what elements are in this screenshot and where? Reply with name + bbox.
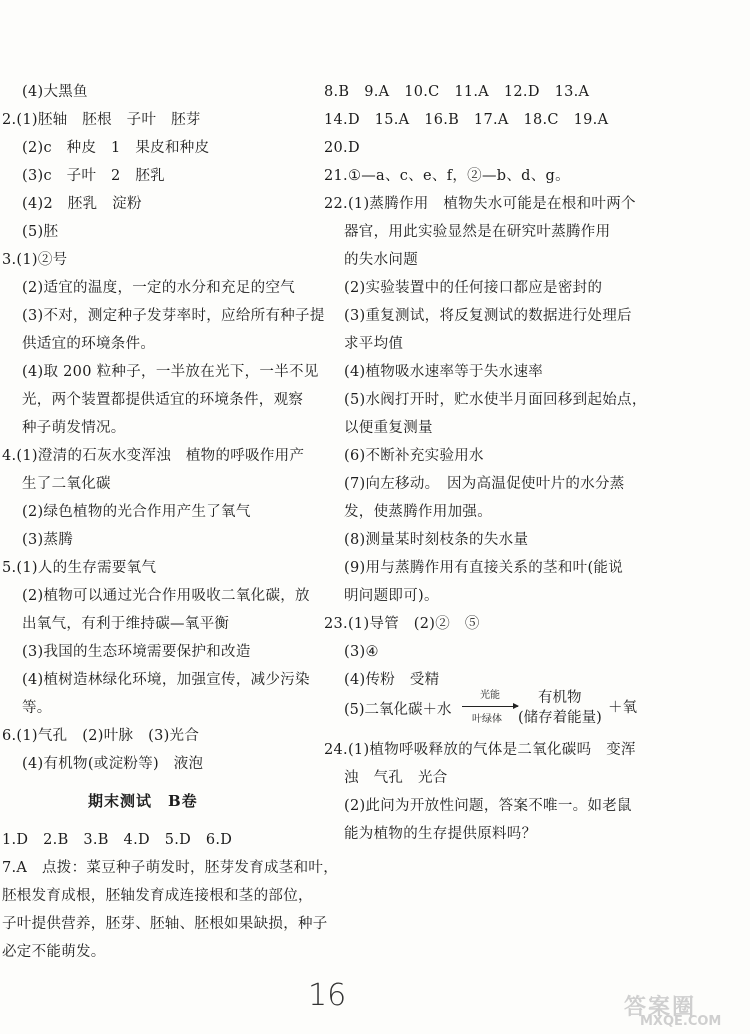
answer-line: (2)c 种皮 1 果皮和种皮 — [22, 140, 210, 156]
answer-line: 的失水问题 — [344, 252, 418, 268]
answer-line: 供适宜的环境条件。 — [22, 336, 156, 352]
answer-line: (3)我国的生态环境需要保护和改造 — [22, 644, 251, 660]
arrow-condition-energy: 光能 — [480, 690, 500, 701]
answer-line: (4)植树造林绿化环境，加强宣传，减少污染 — [22, 672, 310, 688]
answer-line: (2)植物可以通过光合作用吸收二氧化碳，放 — [22, 588, 310, 604]
answer-line: 胚根发育成根，胚轴发育成连接根和茎的部位， — [2, 888, 313, 904]
answer-line: (2)实验装置中的任何接口都应是密封的 — [344, 280, 603, 296]
answer-line: 种子萌发情况。 — [22, 420, 126, 436]
answer-line: 6.(1)气孔 (2)叶脉 (3)光合 — [2, 728, 200, 744]
equation-product-note: (储存着能量) — [518, 710, 602, 726]
answer-line: (7)向左移动。 因为高温促使叶片的水分蒸 — [344, 476, 625, 492]
answer-line: (9)用与蒸腾作用有直接关系的茎和叶(能说 — [344, 560, 623, 576]
answer-line: (4)取 200 粒种子，一半放在光下，一半不见 — [22, 364, 319, 380]
answer-line: (4)传粉 受精 — [344, 672, 440, 688]
answer-line: 3.(1)②号 — [2, 252, 68, 268]
equation-reactants: (5)二氧化碳＋水 — [344, 702, 452, 718]
watermark-url: MXQE.COM — [640, 1014, 722, 1029]
photosynthesis-equation — [332, 684, 637, 734]
watermark-text: 答案圈 — [624, 995, 697, 1020]
answer-line: (4)大黑鱼 — [22, 84, 88, 100]
answer-line: 1.D 2.B 3.B 4.D 5.D 6.D — [2, 832, 233, 848]
answer-line: 发，使蒸腾作用加强。 — [344, 504, 492, 520]
answer-line: 明问题即可)。 — [344, 588, 439, 604]
answer-line: 子叶提供营养，胚芽、胚轴、胚根如果缺损，种子 — [2, 916, 328, 932]
answer-line: (3)c 子叶 2 胚乳 — [22, 168, 165, 184]
answer-line: (3)蒸腾 — [22, 532, 74, 548]
answer-line: 21.①—a、c、e、f，②—b、d、g。 — [324, 168, 570, 184]
answer-line: (4)2 胚乳 淀粉 — [22, 196, 142, 212]
answer-line: (5)胚 — [22, 224, 59, 240]
watermark-logo — [618, 990, 744, 1030]
answer-line: (8)测量某时刻枝条的失水量 — [344, 532, 529, 548]
reaction-arrow-icon — [462, 706, 518, 707]
answer-line: (4)植物吸水速率等于失水速率 — [344, 364, 544, 380]
answer-line: 24.(1)植物呼吸释放的气体是二氧化碳吗 变浑 — [324, 742, 636, 758]
answer-line: 4.(1)澄清的石灰水变浑浊 植物的呼吸作用产 — [2, 448, 305, 464]
answer-line: (2)适宜的温度，一定的水分和充足的空气 — [22, 280, 296, 296]
equation-product-oxygen: ＋氧 — [608, 700, 637, 716]
answer-line: (2)绿色植物的光合作用产生了氧气 — [22, 504, 251, 520]
answer-line: 5.(1)人的生存需要氧气 — [2, 560, 157, 576]
answer-line: 器官，用此实验显然是在研究叶蒸腾作用 — [344, 224, 611, 240]
answer-line: 求平均值 — [344, 336, 404, 352]
answer-line: (4)有机物(或淀粉等) 液泡 — [22, 756, 204, 772]
answer-line: 7.A 点拨：菜豆种子萌发时，胚芽发育成茎和叶， — [2, 860, 339, 876]
section-title: 期末测试 B卷 — [88, 792, 198, 810]
answer-line: 以便重复测量 — [344, 420, 433, 436]
answer-line: 23.(1)导管 (2)② ⑤ — [324, 616, 480, 632]
answer-line: (6)不断补充实验用水 — [344, 448, 484, 464]
answer-line: 能为植物的生存提供原料吗？ — [344, 826, 537, 842]
answer-line: (3)重复测试，将反复测试的数据进行处理后 — [344, 308, 632, 324]
answer-line: 出氧气，有利于维持碳—氧平衡 — [22, 616, 230, 632]
answer-line: 必定不能萌发。 — [2, 944, 106, 960]
answer-line: (3)④ — [344, 644, 379, 660]
equation-product-organic: 有机物 — [538, 690, 582, 706]
answer-line: 等。 — [22, 700, 52, 716]
arrow-condition-chloroplast: 叶绿体 — [472, 714, 502, 725]
answer-line: 浊 气孔 光合 — [344, 770, 448, 786]
answer-line: (2)此问为开放性问题，答案不唯一。如老鼠 — [344, 798, 632, 814]
answer-line: 22.(1)蒸腾作用 植物失水可能是在根和叶两个 — [324, 196, 636, 212]
answer-line: 2.(1)胚轴 胚根 子叶 胚芽 — [2, 112, 201, 128]
answer-line: 生了二氧化碳 — [22, 476, 111, 492]
answer-line: 20.D — [324, 140, 360, 156]
answer-line: (5)水阀打开时，贮水使半月面回移到起始点， — [344, 392, 647, 408]
answer-line: 光，两个装置都提供适宜的环境条件，观察 — [22, 392, 304, 408]
answer-line: (3)不对，测定种子发芽率时，应给所有种子提 — [22, 308, 325, 324]
answer-line: 8.B 9.A 10.C 11.A 12.D 13.A — [324, 84, 590, 100]
page-number: 16 — [308, 978, 347, 1013]
answer-line: 14.D 15.A 16.B 17.A 18.C 19.A — [324, 112, 609, 128]
